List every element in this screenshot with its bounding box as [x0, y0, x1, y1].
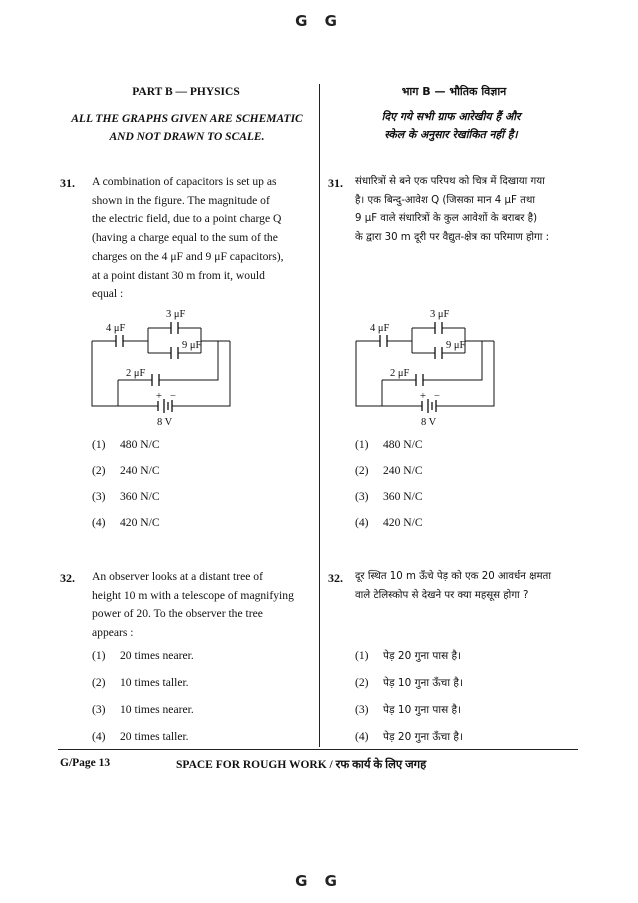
option-text: 240 N/C: [383, 464, 423, 477]
q31-line: charges on the 4 μF and 9 μF capacitors),: [92, 249, 284, 263]
option-number: (2): [92, 676, 106, 689]
option-number: (1): [92, 649, 106, 662]
q32-number-hindi: 32.: [328, 571, 343, 585]
q31-line: shown in the figure. The magnitude of: [92, 193, 270, 207]
q32-line: height 10 m with a telescope of magnifying: [92, 588, 294, 602]
q32-text-english: [92, 568, 310, 643]
q31-line: equal :: [92, 287, 124, 301]
label-3uf: 3 μF: [166, 309, 186, 320]
option-number: (4): [355, 730, 369, 743]
label-4uf: 4 μF: [106, 323, 126, 334]
q32-line: An observer looks at a distant tree of: [92, 570, 263, 583]
option-number: (4): [92, 516, 106, 529]
q31-line: 9 μF वाले संधारित्रों के कुल आवेशों के बराबर है): [355, 213, 538, 225]
option-number: (3): [355, 490, 369, 503]
option-number: (1): [355, 649, 369, 662]
q32-line: वाले टेलिस्कोप से देखने पर क्या महसूस होगा ?: [355, 589, 529, 601]
part-title-english: PART B — PHYSICS: [132, 86, 240, 98]
graphs-note-hindi: [320, 108, 582, 144]
set-code-top: G G: [295, 12, 343, 30]
option-text: 480 N/C: [383, 438, 423, 451]
q31-line: (having a charge equal to the sum of the: [92, 231, 278, 245]
option-text: पेड़ 20 गुना पास है।: [383, 650, 462, 662]
q31-line: के द्वारा 30 m दूरी पर वैद्युत-क्षेत्र का परिमाण होगा :: [355, 232, 550, 244]
option-text: पेड़ 20 गुना ऊँचा है।: [383, 731, 463, 743]
q32-line: दूर स्थित 10 m ऊँचे पेड़ को एक 20 आवर्धन क्षमता: [355, 571, 551, 582]
graphs-note-english-line1: ALL THE GRAPHS GIVEN ARE SCHEMATIC: [71, 113, 303, 125]
capacitor-circuit-english: [86, 306, 246, 428]
battery-minus-sign: −: [170, 391, 176, 402]
page-number: G/Page 13: [60, 757, 111, 769]
battery-plus-sign: +: [156, 391, 162, 402]
battery-voltage-label: 8 V: [157, 417, 173, 428]
battery-minus-sign: −: [434, 391, 440, 402]
rough-work-label: SPACE FOR ROUGH WORK / रफ कार्य के लिए जगह: [176, 759, 427, 771]
option-number: (2): [355, 464, 369, 477]
q31-text-hindi: [355, 173, 581, 248]
option-text: 420 N/C: [120, 516, 160, 529]
option-number: (4): [355, 516, 369, 529]
q31-line: at a point distant 30 m from it, would: [92, 268, 265, 282]
q31-number-hindi: 31.: [328, 176, 343, 190]
q32-number-english: 32.: [60, 571, 75, 585]
label-2uf: 2 μF: [390, 368, 410, 379]
option-text: 360 N/C: [383, 490, 423, 503]
label-3uf: 3 μF: [430, 309, 450, 320]
graphs-note-english-line2: AND NOT DRAWN TO SCALE.: [109, 131, 265, 143]
option-number: (3): [92, 490, 106, 503]
column-divider: [319, 84, 320, 747]
set-code-bottom: G G: [295, 872, 343, 890]
graphs-note-hindi-line1: दिए गये सभी ग्राफ आरेखीय हैं और: [381, 110, 521, 123]
label-4uf: 4 μF: [370, 323, 390, 334]
option-number: (4): [92, 730, 106, 743]
label-2uf: 2 μF: [126, 368, 146, 379]
q31-line: the electric field, due to a point charge Q: [92, 212, 282, 226]
option-text: 360 N/C: [120, 490, 160, 503]
q32-line: appears :: [92, 626, 134, 640]
part-title-hindi: भाग B — भौतिक विज्ञान: [401, 85, 507, 98]
option-text: 10 times nearer.: [120, 703, 194, 716]
q32-line: power of 20. To the observer the tree: [92, 607, 263, 621]
battery-plus-sign: +: [420, 391, 426, 402]
option-text: 480 N/C: [120, 438, 160, 451]
graphs-note-english: [56, 110, 318, 146]
option-text: 20 times nearer.: [120, 649, 194, 662]
option-number: (3): [92, 703, 106, 716]
capacitor-circuit-hindi: [350, 306, 510, 428]
q32-text-hindi: [355, 568, 581, 605]
q31-line: संधारित्रों से बने एक परिपथ को चित्र में दिखाया गया: [355, 176, 545, 187]
option-number: (1): [355, 438, 369, 451]
option-number: (2): [92, 464, 106, 477]
label-9uf: 9 μF: [446, 340, 466, 351]
option-text: 10 times taller.: [120, 676, 189, 689]
option-text: 20 times taller.: [120, 730, 189, 743]
battery-voltage-label: 8 V: [421, 417, 437, 428]
footer-rule: [58, 749, 578, 750]
q31-line: है। एक बिन्दु-आवेश Q (जिसका मान 4 μF तथा: [355, 194, 536, 206]
q31-number-english: 31.: [60, 176, 75, 190]
option-number: (2): [355, 676, 369, 689]
option-text: पेड़ 10 गुना ऊँचा है।: [383, 677, 463, 689]
option-text: 420 N/C: [383, 516, 423, 529]
option-text: पेड़ 10 गुना पास है।: [383, 704, 462, 716]
option-number: (3): [355, 703, 369, 716]
option-text: 240 N/C: [120, 464, 160, 477]
q31-text-english: [92, 173, 310, 304]
option-number: (1): [92, 438, 106, 451]
q31-line: A combination of capacitors is set up as: [92, 175, 277, 188]
label-9uf: 9 μF: [182, 340, 202, 351]
graphs-note-hindi-line2: स्केल के अनुसार रेखांकित नहीं है।: [384, 128, 518, 141]
